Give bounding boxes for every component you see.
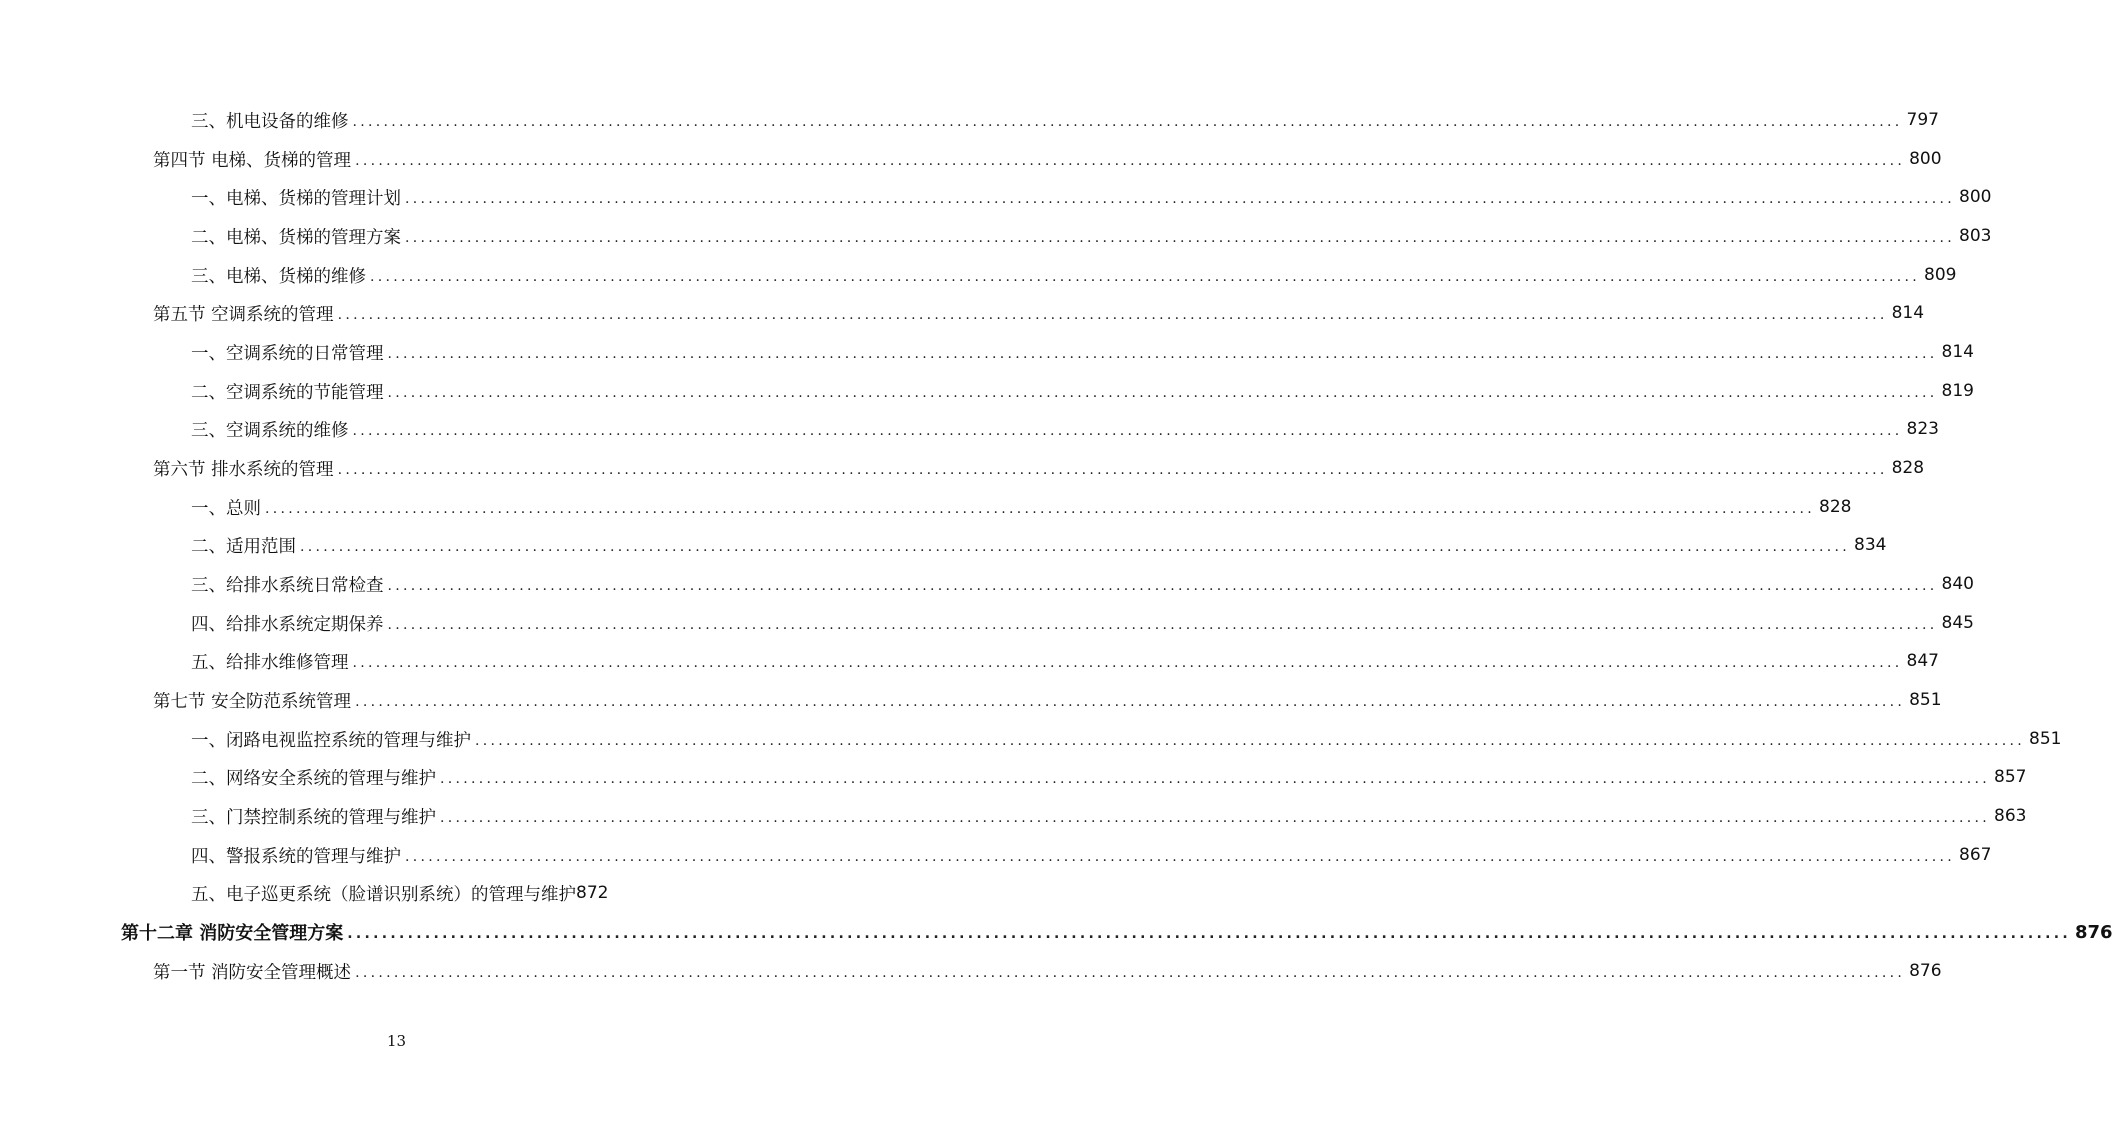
dot-leader: ........................................................................................................................................................................................................ xyxy=(337,307,1888,323)
toc-entry-title: 三、电梯、货梯的维修 xyxy=(191,266,366,287)
toc-entry-page: 823 xyxy=(1906,419,1939,439)
toc-entry-title: 三、空调系统的维修 xyxy=(191,420,349,441)
toc-entry-title: 四、警报系统的管理与维护 xyxy=(191,846,401,867)
toc-entry-title: 一、闭路电视监控系统的管理与维护 xyxy=(191,730,471,751)
toc-subsection-entry xyxy=(191,875,674,911)
toc-subsection-entry xyxy=(191,605,1974,641)
toc-entry-page: 834 xyxy=(1854,535,1887,555)
toc-entry-page: 800 xyxy=(1959,187,1992,207)
toc-entry-title: 二、电梯、货梯的管理方案 xyxy=(191,227,401,248)
toc-chapter-entry xyxy=(121,914,2113,950)
dot-leader: ........................................................................................................................................................................................................ xyxy=(352,114,1903,130)
toc-section-entry xyxy=(153,141,1942,177)
dot-leader: ........................................................................................................................................................................................................ xyxy=(405,849,1956,865)
dot-leader: ........................................................................................................................................................................................................ xyxy=(355,965,1906,981)
toc-entry-title: 第六节 排水系统的管理 xyxy=(153,459,334,480)
dot-leader: ........................................................................................................................................................................................................ xyxy=(387,385,1938,401)
toc-subsection-entry xyxy=(191,489,1852,525)
toc-entry-page: 847 xyxy=(1906,651,1939,671)
toc-entry-title: 四、给排水系统定期保养 xyxy=(191,614,384,635)
toc-subsection-entry xyxy=(191,179,1992,215)
toc-section-entry xyxy=(153,295,1925,331)
toc-entry-page: 828 xyxy=(1819,497,1852,517)
toc-entry-title: 二、网络安全系统的管理与维护 xyxy=(191,768,436,789)
dot-leader: ........................................................................................................................................................................................................ xyxy=(300,539,1851,555)
toc-entry-title: 第五节 空调系统的管理 xyxy=(153,304,334,325)
toc-entry-page: 809 xyxy=(1924,265,1957,285)
toc-subsection-entry xyxy=(191,798,2027,834)
toc-entry-title: 五、电子巡更系统（脸谱识别系统）的管理与维护 xyxy=(191,884,576,905)
toc-entry-page: 851 xyxy=(2029,729,2062,749)
toc-entry-page: 851 xyxy=(1909,690,1942,710)
toc-subsection-entry xyxy=(191,643,1939,679)
toc-entry-title: 三、门禁控制系统的管理与维护 xyxy=(191,807,436,828)
dot-leader: ........................................................................................................................................................................................................ xyxy=(387,346,1938,362)
page-number: 13 xyxy=(386,1032,407,1050)
dot-leader: ........................................................................................................................................................................................................ xyxy=(475,733,2026,749)
toc-entry-page: 819 xyxy=(1941,381,1974,401)
toc-entry-title: 二、适用范围 xyxy=(191,536,296,557)
toc-subsection-entry xyxy=(191,102,1939,138)
toc-subsection-entry xyxy=(191,759,2027,795)
toc-entry-title: 第四节 电梯、货梯的管理 xyxy=(153,150,352,171)
dot-leader: ........................................................................................................................................................................................................ xyxy=(405,191,1956,207)
dot-leader: ........................................................................................................................................................................................................ xyxy=(405,230,1956,246)
toc-entry-page: 797 xyxy=(1906,110,1939,130)
toc-entry-page: 876 xyxy=(2074,921,2113,943)
dot-leader: ........................................................................................................................................................................................................ xyxy=(337,462,1888,478)
toc-entry-title: 一、总则 xyxy=(191,498,261,519)
toc-entry-page: 857 xyxy=(1994,767,2027,787)
dot-leader: ........................................................................................................................................................................................................ xyxy=(440,810,1991,826)
toc-entry-title: 第七节 安全防范系统管理 xyxy=(153,691,352,712)
toc-subsection-entry xyxy=(191,257,1957,293)
dot-leader: ........................................................................................................................................................................................................ xyxy=(352,423,1903,439)
toc-entry-page: 828 xyxy=(1891,458,1925,478)
toc-entry-page: 814 xyxy=(1891,303,1925,323)
toc-entry-title: 一、电梯、货梯的管理计划 xyxy=(191,188,401,209)
toc-entry-page: 876 xyxy=(1909,961,1942,981)
dot-leader: ........................................................................................................................................................................................................ xyxy=(355,153,1906,169)
toc-entry-page: 863 xyxy=(1994,806,2027,826)
toc-entry-title: 一、空调系统的日常管理 xyxy=(191,343,384,364)
toc-entry-title: 二、空调系统的节能管理 xyxy=(191,382,384,403)
toc-entry-page: 872 xyxy=(576,883,609,903)
toc-entry-page: 840 xyxy=(1941,574,1974,594)
toc-subsection-entry xyxy=(191,721,2062,757)
toc-entry-page: 814 xyxy=(1941,342,1974,362)
dot-leader: ........................................................................................................................................................................................................ xyxy=(352,655,1903,671)
dot-leader: ........................................................................................................................................................................................................ xyxy=(440,771,1991,787)
dot-leader: ........................................................................................................................................................................................................ xyxy=(355,694,1906,710)
toc-entry-page: 845 xyxy=(1941,613,1974,633)
dot-leader: ........................................................................................................................................................................................................ xyxy=(265,501,1816,517)
toc-entry-page: 803 xyxy=(1959,226,1992,246)
toc-entry-title: 三、给排水系统日常检查 xyxy=(191,575,384,596)
toc-entry-page: 867 xyxy=(1959,845,1992,865)
dot-leader: ........................................................................................................................................................................................................ xyxy=(387,578,1938,594)
toc-section-entry xyxy=(153,682,1942,718)
toc-subsection-entry xyxy=(191,334,1974,370)
toc-section-entry xyxy=(153,450,1925,486)
toc-subsection-entry xyxy=(191,218,1992,254)
toc-entry-title: 五、给排水维修管理 xyxy=(191,652,349,673)
toc-subsection-entry xyxy=(191,527,1887,563)
toc-entry-title: 第十二章 消防安全管理方案 xyxy=(121,923,344,944)
toc-entry-title: 三、机电设备的维修 xyxy=(191,111,349,132)
dot-leader: ........................................................................................................................................................................................................ xyxy=(347,926,2071,942)
toc-entry-title: 第一节 消防安全管理概述 xyxy=(153,962,352,983)
toc-subsection-entry xyxy=(191,373,1974,409)
toc-entry-page: 800 xyxy=(1909,149,1942,169)
toc-subsection-entry xyxy=(191,411,1939,447)
toc-section-entry xyxy=(153,953,1942,989)
dot-leader: ........................................................................................................................................................................................................ xyxy=(387,617,1938,633)
toc-subsection-entry xyxy=(191,566,1974,602)
dot-leader: ........................................................................................................................................................................................................ xyxy=(370,269,1921,285)
toc-subsection-entry xyxy=(191,837,1992,873)
